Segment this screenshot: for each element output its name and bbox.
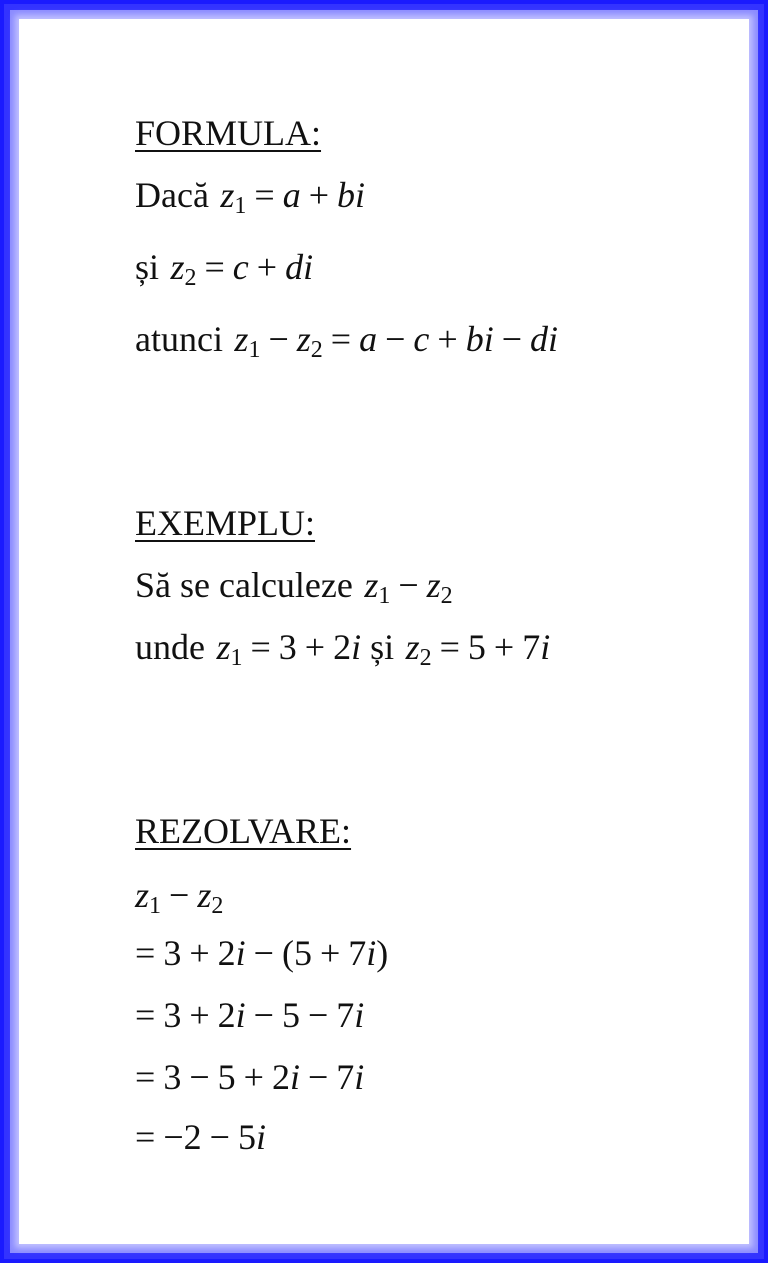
solution-step-1: $z_1 - z_2$ bbox=[135, 875, 224, 919]
example-line-2-math-b: $z_2 = 5 + 7i$ bbox=[405, 627, 551, 671]
example-line-1 bbox=[135, 565, 453, 609]
example-line-1-math: $z_1 - z_2$ bbox=[364, 565, 453, 609]
solution-step-2: = 3 + 2i − (5 + 7i) bbox=[135, 933, 389, 973]
document-page bbox=[19, 19, 749, 1244]
formula-line-1-prefix: Dacă bbox=[135, 175, 209, 215]
example-line-2-prefix: unde bbox=[135, 627, 205, 667]
formula-line-2-prefix: și bbox=[135, 247, 160, 287]
formula-line-2 bbox=[135, 247, 314, 291]
example-line-1-prefix: Să se calculeze bbox=[135, 565, 353, 605]
formula-heading: FORMULA: bbox=[135, 113, 322, 153]
formula-line-1 bbox=[135, 175, 366, 219]
example-heading: EXEMPLU: bbox=[135, 503, 315, 543]
formula-line-3-prefix: atunci bbox=[135, 319, 223, 359]
solution-heading: REZOLVARE: bbox=[135, 811, 352, 851]
solution-step-3: = 3 + 2i − 5 − 7i bbox=[135, 995, 365, 1035]
solution-result: = −2 − 5i bbox=[135, 1117, 266, 1157]
formula-line-2-math: $z_2 = c$ + di bbox=[170, 247, 314, 291]
solution-step-4: = 3 − 5 + 2i − 7i bbox=[135, 1057, 365, 1097]
formula-line-3 bbox=[135, 319, 559, 363]
formula-line-1-math: $z_1 = a$ + bi bbox=[220, 175, 366, 219]
example-line-2-math-a: $z_1 = 3 + 2i$ bbox=[216, 627, 371, 671]
example-line-2-conj: și bbox=[370, 627, 395, 667]
example-line-2 bbox=[135, 627, 551, 671]
formula-line-3-math: $z_1 - z_2 = a - c$ + bi − di bbox=[234, 319, 559, 363]
